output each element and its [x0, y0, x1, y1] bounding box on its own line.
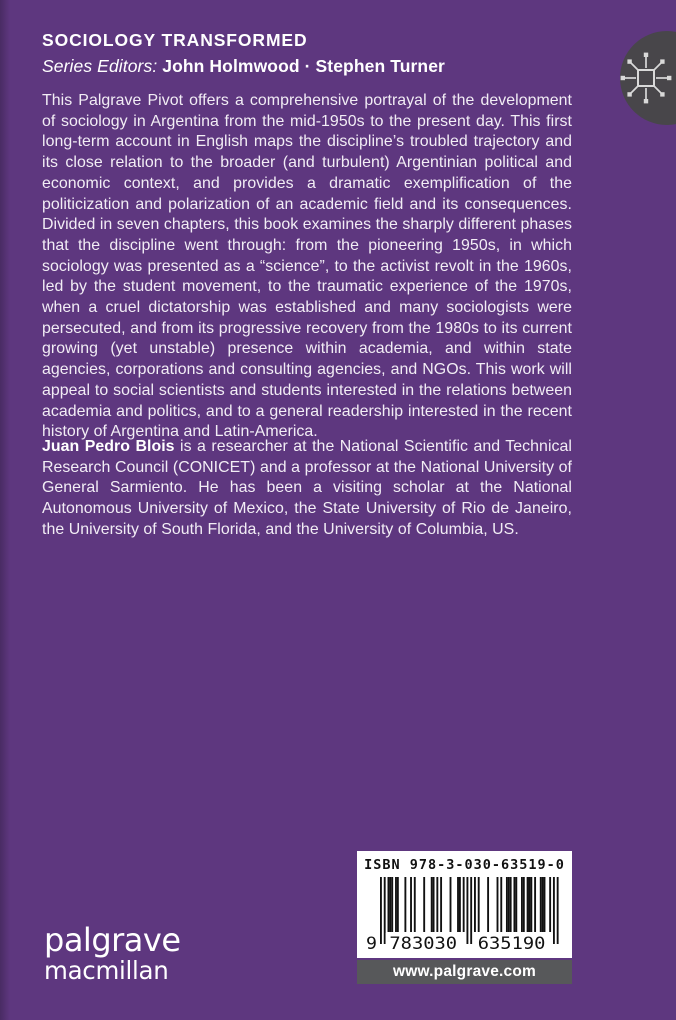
author-bio-text: is a researcher at the National Scientific and Technical Research Council (CONICET) and a professor at the National University of General Sarmiento. He has been a visiting scholar at the National Autonomous University of Mexico, the State University of Rio de Janeiro, the University of South Florida, and the University of Columbia, US.	[42, 438, 572, 538]
barcode-block	[357, 851, 572, 984]
series-editors-label: Series Editors:	[42, 56, 158, 76]
book-description: This Palgrave Pivot offers a comprehensive portrayal of the development of sociology in Argentina from the mid-1950s to the present day. This first long-term account in English maps the discipline’s troubled trajectory and its close relation to the broader (and turbulent) Argentinian political and economic context, and provides a dramatic exemplification of the politicization and polarization of an academic field and its consequences. Divided in seven chapters, this book examines the sharply different phases that the discipline went through: from the pioneering 1950s, in which sociology was presented as a “science”, to the activist revolt in the 1960s, led by the student movement, to the traumatic experience of the 1970s, when a cruel dictatorship was established and many sociologists were persecuted, and from its progressive recovery from the 1980s to its current growing (yet unstable) presence within academia, and within state agencies, corporations and consulting agencies, and NGOs. This work will appeal to social scientists and students interested in the relations between academia and politics, and to a general readership interested in the recent history of Argentina and Latin-America.	[42, 92, 572, 441]
series-title: SOCIOLOGY TRANSFORMED	[42, 30, 308, 50]
publisher-website: www.palgrave.com	[357, 960, 572, 984]
publisher-logo-palgrave: palgrave	[44, 921, 181, 959]
palgrave-pivot-badge	[620, 31, 676, 125]
header-block	[42, 30, 572, 77]
series-editors-names: John Holmwood · Stephen Turner	[162, 56, 445, 76]
isbn-label: ISBN 978-3-030-63519-0	[364, 857, 565, 873]
pivot-spark-icon	[616, 48, 676, 108]
svg-text:635190: 635190	[477, 934, 546, 953]
svg-text:9: 9	[366, 934, 377, 953]
spine-shadow	[0, 0, 10, 1020]
ean13-barcode	[364, 877, 565, 953]
publisher-logo-macmillan: macmillan	[44, 956, 169, 985]
series-editors-line	[42, 56, 572, 77]
author-bio	[42, 437, 572, 541]
publisher-logo	[44, 922, 181, 983]
author-name: Juan Pedro Blois	[42, 438, 175, 455]
svg-text:783030: 783030	[389, 934, 458, 953]
barcode-box	[357, 851, 572, 958]
